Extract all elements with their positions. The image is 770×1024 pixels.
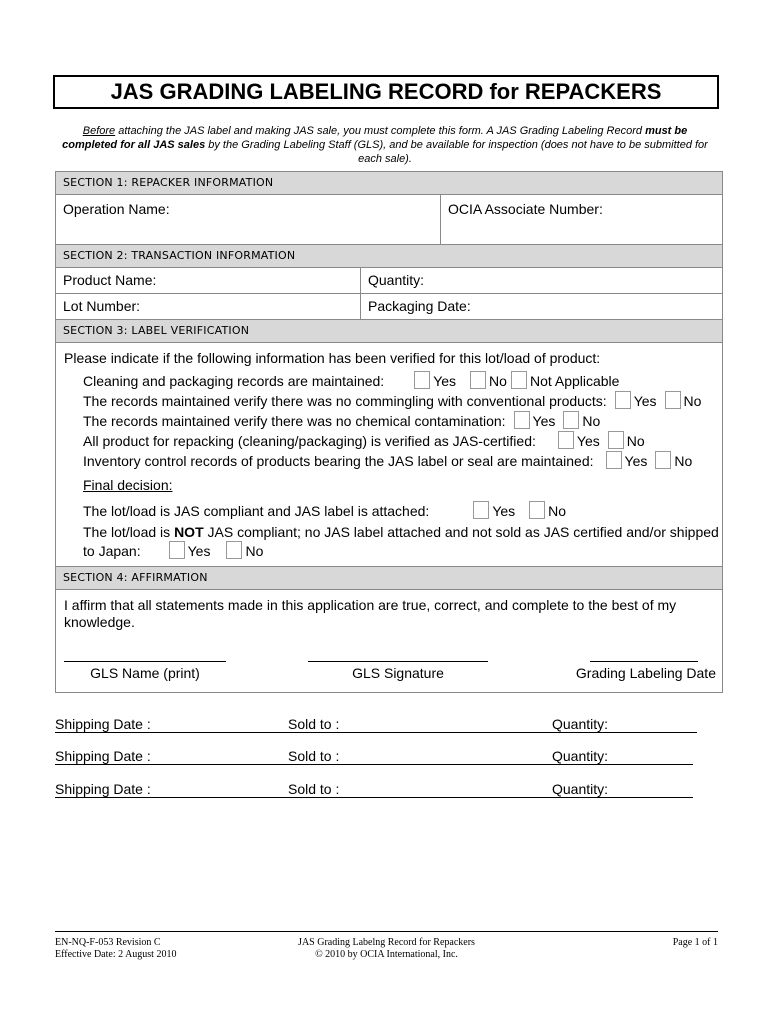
- q1-na-label: Not Applicable: [529, 373, 620, 389]
- q2-no-label: No: [683, 393, 702, 409]
- final-2-text-c: to Japan:: [83, 543, 141, 559]
- question-3-text: The records maintained verify there was no chemical contamination:: [83, 413, 506, 429]
- section4-header: SECTION 4: AFFIRMATION: [56, 567, 722, 590]
- ocia-number-field[interactable]: [440, 195, 722, 244]
- quantity-label: Quantity:: [552, 748, 609, 764]
- quantity-label: Quantity:: [552, 716, 609, 732]
- lot-number-field[interactable]: [56, 294, 360, 319]
- q4-no-label: No: [626, 433, 645, 449]
- f1-yes-label: Yes: [492, 503, 516, 519]
- q1-na-checkbox[interactable]: [511, 371, 527, 389]
- form-id: EN-NQ-F-053 Revision C: [55, 937, 161, 948]
- intro-text: [55, 124, 715, 166]
- question-2-text: The records maintained verify there was no commingling with conventional products:: [83, 393, 607, 409]
- q2-yes-label: Yes: [633, 393, 657, 409]
- operation-name-label: Operation Name:: [63, 201, 170, 217]
- page-number: Page 1 of 1: [672, 937, 718, 948]
- section2-header: SECTION 2: TRANSACTION INFORMATION: [56, 245, 722, 268]
- sold-to-label: Sold to :: [288, 716, 340, 732]
- sold-to-label: Sold to :: [288, 781, 340, 797]
- shipping-line-2[interactable]: [55, 764, 693, 765]
- f2-yes-label: Yes: [187, 543, 211, 559]
- q4-yes-label: Yes: [576, 433, 600, 449]
- packaging-date-label: Packaging Date:: [368, 298, 471, 314]
- section2-row1: [56, 268, 722, 294]
- gls-signature-label: GLS Signature: [352, 665, 444, 681]
- page-title: JAS GRADING LABELING RECORD for REPACKERS: [53, 75, 719, 109]
- sold-to-label: Sold to :: [288, 748, 340, 764]
- quantity-field[interactable]: [360, 268, 722, 293]
- q1-no-label: No: [489, 373, 507, 389]
- f2-no-checkbox[interactable]: [226, 541, 242, 559]
- final-1-text: The lot/load is JAS compliant and JAS label is attached:: [83, 503, 430, 519]
- question-5-text: Inventory control records of products bearing the JAS label or seal are maintained:: [83, 453, 594, 469]
- q4-no-checkbox[interactable]: [608, 431, 624, 449]
- q3-no-label: No: [582, 413, 601, 429]
- q1-yes-checkbox[interactable]: [414, 371, 430, 389]
- section2-row2: [56, 294, 722, 320]
- quantity-label: Quantity:: [552, 781, 609, 797]
- intro-part2: attaching the JAS label and making JAS sale, you must complete this form. A JAS Grading Labeling Record: [115, 125, 646, 137]
- shipping-row-2: [55, 748, 715, 768]
- q1-no-checkbox[interactable]: [470, 371, 486, 389]
- q2-yes-checkbox[interactable]: [615, 391, 631, 409]
- q3-no-checkbox[interactable]: [563, 411, 579, 429]
- final-decision-heading: Final decision:: [83, 477, 173, 493]
- shipping-row-1: [55, 716, 715, 736]
- shipping-line-1[interactable]: [55, 732, 697, 733]
- shipping-date-label: Shipping Date :: [55, 781, 151, 797]
- q3-yes-label: Yes: [532, 413, 556, 429]
- question-row-3: [64, 411, 714, 431]
- operation-name-field[interactable]: [56, 195, 440, 244]
- product-name-field[interactable]: [56, 268, 360, 293]
- f2-no-label: No: [245, 543, 264, 559]
- final-2-text-b: JAS compliant; no JAS label attached and not sold as JAS certified and/or shipped: [203, 524, 719, 540]
- q5-no-label: No: [674, 453, 693, 469]
- question-row-1: [64, 371, 714, 391]
- section1-row: [56, 195, 722, 245]
- packaging-date-field[interactable]: [360, 294, 722, 319]
- verification-block: [56, 343, 722, 567]
- affirmation-block: [56, 590, 722, 692]
- f1-no-label: No: [548, 503, 567, 519]
- verification-prompt: Please indicate if the following information has been verified for this lot/load of product:: [64, 350, 601, 366]
- effective-date: Effective Date: 2 August 2010: [55, 949, 177, 960]
- f1-yes-checkbox[interactable]: [473, 501, 489, 519]
- final-row-1: [64, 501, 714, 521]
- grading-date-line[interactable]: [590, 661, 698, 662]
- footer-copyright: © 2010 by OCIA International, Inc.: [315, 949, 458, 960]
- f2-yes-checkbox[interactable]: [169, 541, 185, 559]
- q5-yes-checkbox[interactable]: [606, 451, 622, 469]
- intro-emphasis: must be completed for all JAS sales: [62, 125, 688, 151]
- footer-center: [55, 937, 718, 961]
- q1-yes-label: Yes: [433, 373, 457, 389]
- final-row-2: [64, 524, 719, 560]
- section1-header: SECTION 1: REPACKER INFORMATION: [56, 172, 722, 195]
- shipping-line-3[interactable]: [55, 797, 693, 798]
- product-name-label: Product Name:: [63, 272, 157, 288]
- q5-yes-label: Yes: [624, 453, 648, 469]
- q3-yes-checkbox[interactable]: [514, 411, 530, 429]
- gls-name-line[interactable]: [64, 661, 226, 662]
- form-table: [55, 171, 723, 693]
- final-2-text-a: The lot/load is: [83, 524, 175, 540]
- question-1-text: Cleaning and packaging records are maintained:: [83, 373, 385, 389]
- grading-date-label: Grading Labeling Date: [575, 665, 716, 681]
- question-4-text: All product for repacking (cleaning/packaging) is verified as JAS-certified:: [83, 433, 536, 449]
- gls-name-label: GLS Name (print): [90, 665, 200, 681]
- f1-no-checkbox[interactable]: [529, 501, 545, 519]
- question-row-2: [64, 391, 714, 411]
- affirmation-statement: I affirm that all statements made in this application are true, correct, and complete to the best of my knowledge.: [64, 597, 677, 630]
- intro-part4: by the Grading Labeling Staff (GLS), and be available for inspection (does not have to be submitted for each sale).: [205, 139, 708, 165]
- q5-no-checkbox[interactable]: [655, 451, 671, 469]
- ocia-number-label: OCIA Associate Number:: [448, 201, 603, 217]
- shipping-row-3: [55, 781, 715, 801]
- gls-signature-line[interactable]: [308, 661, 488, 662]
- q4-yes-checkbox[interactable]: [558, 431, 574, 449]
- quantity-label: Quantity:: [368, 272, 425, 288]
- q2-no-checkbox[interactable]: [665, 391, 681, 409]
- footer-doc-title: JAS Grading Labelng Record for Repackers: [298, 937, 475, 948]
- shipping-date-label: Shipping Date :: [55, 748, 151, 764]
- page-footer: [55, 931, 718, 960]
- section3-header: SECTION 3: LABEL VERIFICATION: [56, 320, 722, 343]
- shipping-date-label: Shipping Date :: [55, 716, 151, 732]
- question-row-4: [64, 431, 714, 451]
- final-2-not: NOT: [174, 524, 204, 540]
- intro-before: Before: [82, 125, 116, 137]
- lot-number-label: Lot Number:: [63, 298, 141, 314]
- question-row-5: [64, 451, 714, 471]
